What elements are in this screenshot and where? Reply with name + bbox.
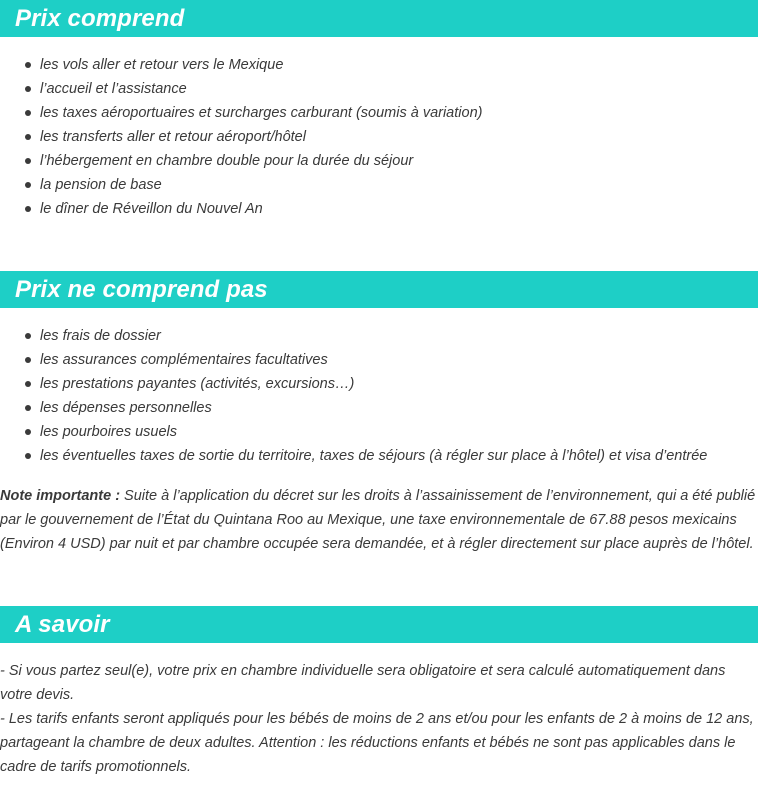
section-title-excluded: Prix ne comprend pas — [15, 276, 268, 303]
list-item: les pourboires usuels — [0, 420, 707, 444]
section-title-included: Prix comprend — [15, 5, 185, 32]
list-item: le dîner de Réveillon du Nouvel An — [0, 197, 482, 221]
list-item: la pension de base — [0, 173, 482, 197]
list-item: les taxes aéroportuaires et surcharges carburant (soumis à variation) — [0, 101, 482, 125]
important-note — [0, 484, 758, 556]
excluded-list — [0, 324, 707, 468]
section-header-excluded — [0, 271, 758, 308]
important-note-text: Suite à l’application du décret sur les droits à l’assainissement de l’environnement, qui a été publié par le gouvernement de l’État du Quintana Roo au Mexique, une taxe environnementale de 67.88 pesos mexicains (Environ 4 USD) par nuit et par chambre occupée sera demandée, et à régler directement sur place auprès de l’hôtel. — [0, 488, 756, 552]
info-paragraph-single-room: - Si vous partez seul(e), votre prix en chambre individuelle sera obligatoire et sera calculé automatiquement dans votre devis. — [0, 663, 726, 703]
list-item: les frais de dossier — [0, 324, 707, 348]
section-header-info — [0, 606, 758, 643]
list-item: les assurances complémentaires facultatives — [0, 348, 707, 372]
list-item: les prestations payantes (activités, excursions…) — [0, 372, 707, 396]
important-note-label: Note importante : — [0, 488, 121, 504]
list-item: les dépenses personnelles — [0, 396, 707, 420]
list-item: les éventuelles taxes de sortie du territoire, taxes de séjours (à régler sur place à l’hôtel) et visa d’entrée — [0, 444, 707, 468]
list-item: l’hébergement en chambre double pour la durée du séjour — [0, 149, 482, 173]
info-paragraph-child-rates: - Les tarifs enfants seront appliqués pour les bébés de moins de 2 ans et/ou pour les enfants de 2 à moins de 12 ans, partageant la chambre de deux adultes. Attention : les réductions enfants et bébés ne sont pas applicables dans le cadre de tarifs promotionnels. — [0, 711, 754, 775]
list-item: les vols aller et retour vers le Mexique — [0, 53, 482, 77]
list-item: les transferts aller et retour aéroport/hôtel — [0, 125, 482, 149]
included-list — [0, 53, 482, 221]
list-item: l’accueil et l’assistance — [0, 77, 482, 101]
section-header-included — [0, 0, 758, 37]
section-title-info: A savoir — [15, 611, 110, 638]
